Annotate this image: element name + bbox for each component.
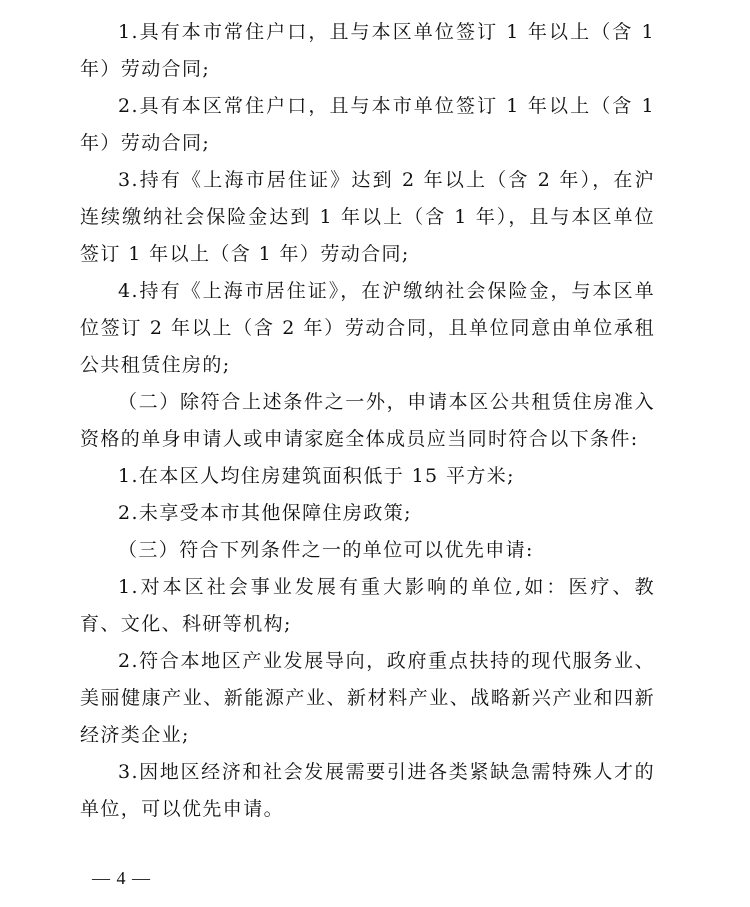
paragraph: 4.持有《上海市居住证》，在沪缴纳社会保险金，与本区单位签订 2 年以上（含 2 年）劳动合同，且单位同意由单位承租公共租赁住房的; — [80, 280, 655, 376]
paragraph: 1.对本区社会事业发展有重大影响的单位,如：医疗、教育、文化、科研等机构; — [80, 576, 655, 635]
paragraph: 3.持有《上海市居住证》达到 2 年以上（含 2 年），在沪连续缴纳社会保险金达到 1 年以上（含 1 年），且与本区单位签订 1 年以上（含 1 年）劳动合同; — [80, 169, 655, 265]
paragraph: 2.具有本区常住户口，且与本市单位签订 1 年以上（含 1 年）劳动合同; — [80, 95, 655, 154]
section-heading-paragraph: （二）除符合上述条件之一外，申请本区公共租赁住房准入资格的单身申请人或申请家庭全体成员应当同时符合以下条件: — [80, 391, 655, 450]
section-heading-paragraph: （三）符合下列条件之一的单位可以优先申请: — [118, 539, 534, 561]
paragraph: 1.在本区人均住房建筑面积低于 15 平方米; — [118, 465, 515, 487]
paragraph: 2.符合本地区产业发展导向，政府重点扶持的现代服务业、美丽健康产业、新能源产业、新材料产业、战略新兴产业和四新经济类企业; — [80, 650, 655, 746]
document-body — [80, 14, 655, 828]
paragraph: 1.具有本市常住户口，且与本区单位签订 1 年以上（含 1 年）劳动合同; — [80, 21, 655, 80]
paragraph: 2.未享受本市其他保障住房政策; — [118, 502, 412, 524]
page-number: — 4 — — [92, 868, 151, 888]
paragraph: 3.因地区经济和社会发展需要引进各类紧缺急需特殊人才的单位，可以优先申请。 — [80, 761, 655, 820]
